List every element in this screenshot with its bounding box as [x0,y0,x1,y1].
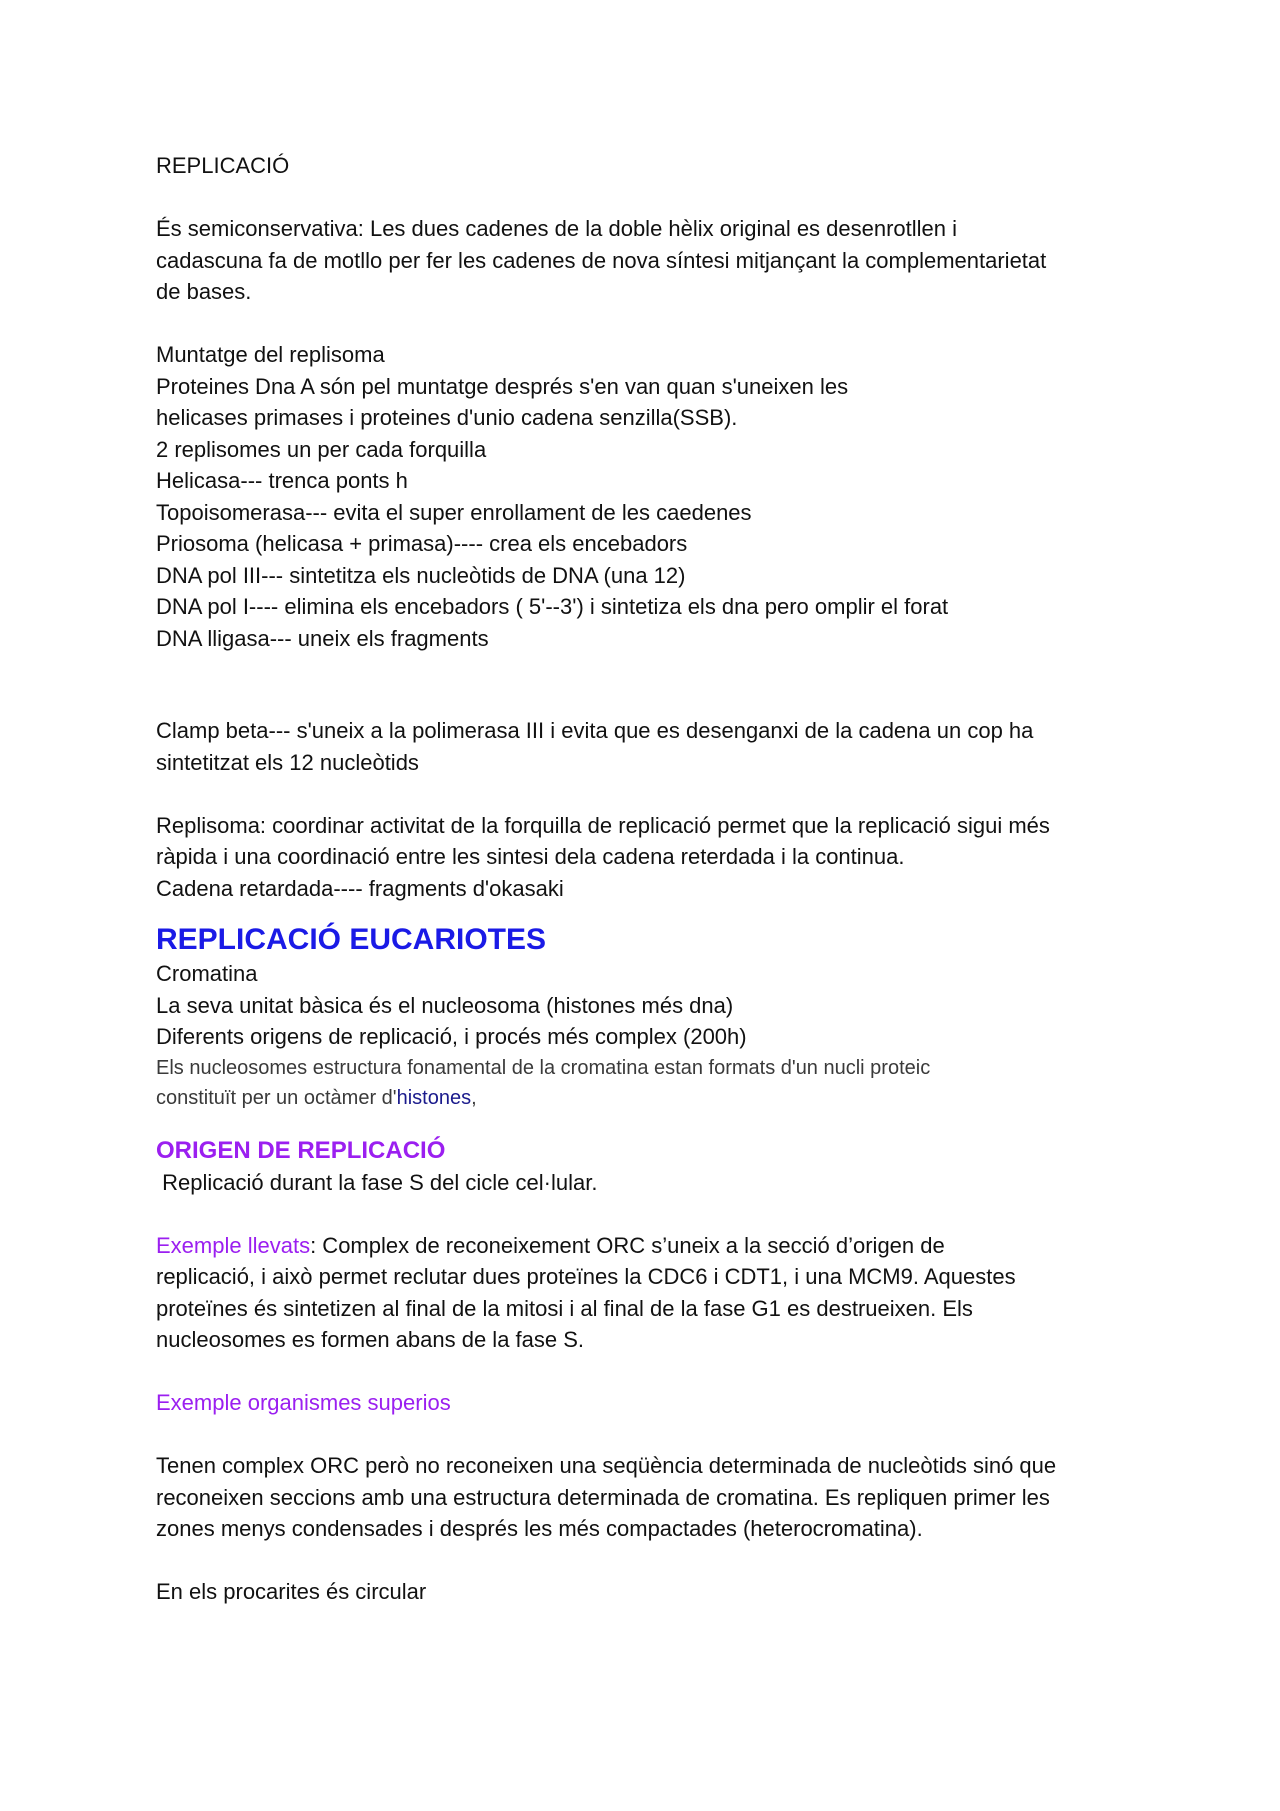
replisoma-line: helicases primases i proteines d'unio cadena senzilla(SSB). [156,405,738,430]
eucariotes-line: Diferents origens de replicació, i procés més complex (200h) [156,1024,747,1049]
llevats-label: Exemple llevats [156,1232,311,1258]
replisoma-line: Helicasa--- trenca ponts h [156,468,408,493]
replisoma-line: Priosoma (helicasa + primasa)---- crea els encebadors [156,531,688,556]
clamp-line: sintetitzat els 12 nucleòtids [156,749,419,775]
llevats-line: nucleosomes es formen abans de la fase S. [156,1327,585,1352]
replisoma-line: Muntatge del replisoma [156,342,385,367]
replisoma-coord-line: Cadena retardada---- fragments d'okasaki [156,875,564,901]
llevats-first-text: : Complex de reconeixement ORC s’uneix a la secció d’origen de [310,1232,945,1258]
llevats-line: replicació, i això permet reclutar dues proteïnes la CDC6 i CDT1, i una MCM9. Aquestes [156,1264,1016,1289]
clamp-line: Clamp beta--- s'uneix a la polimerasa III i evita que es desenganxi de la cadena un cop ha [156,718,1034,743]
procariotes-line: En els procarites és circular [156,1579,427,1604]
replisoma-coord-line: Replisoma: coordinar activitat de la forquilla de replicació permet que la replicació sigui més [156,812,1050,838]
intro-line: És semiconservativa: Les dues cadenes de la doble hèlix original es desenrotllen i [156,216,958,241]
nucleosome-suffix: , [471,1086,477,1109]
replisoma-line: DNA lligasa--- uneix els fragments [156,625,489,651]
histones-link[interactable]: histones [396,1086,472,1109]
origen-line: Replicació durant la fase S del cicle cel·lular. [156,1169,598,1195]
replisoma-line: DNA pol III--- sintetitza els nucleòtids de DNA (una 12) [156,562,686,588]
replisoma-coord-line: ràpida i una coordinació entre les sintesi dela cadena reterdada i la continua. [156,844,905,869]
document-page [156,150,1136,1608]
superiors-label: Exemple organismes superios [156,1390,451,1415]
superiors-line: Tenen complex ORC però no reconeixen una seqüència determinada de nucleòtids sinó que [156,1453,1057,1478]
superiors-line: zones menys condensades i després les més compactades (heterocromatina). [156,1516,923,1541]
replisoma-line: Proteines Dna A són pel muntatge després s'en van quan s'uneixen les [156,373,849,399]
replisoma-line: Topoisomerasa--- evita el super enrollament de les caedenes [156,499,752,525]
nucleosome-line-2 [156,1083,1136,1113]
origen-heading: ORIGEN DE REPLICACIÓ [156,1136,446,1164]
eucariotes-line: La seva unitat bàsica és el nucleosoma (histones més dna) [156,992,734,1018]
doc-title: REPLICACIÓ [156,153,290,178]
replisoma-line: DNA pol I---- elimina els encebadors ( 5'--3') i sintetiza els dna pero omplir el forat [156,594,949,619]
nucleosome-line: Els nucleosomes estructura fonamental de la cromatina estan formats d'un nucli proteic [156,1056,931,1079]
intro-line: de bases. [156,279,252,304]
nucleosome-prefix: constituït per un octàmer d' [156,1086,397,1109]
superiors-line: reconeixen seccions amb una estructura determinada de cromatina. Es repliquen primer les [156,1484,1050,1510]
intro-line: cadascuna fa de motllo per fer les cadenes de nova síntesi mitjançant la complementarietat [156,247,1047,273]
eucariotes-line: Cromatina [156,961,258,986]
replisoma-line: 2 replisomes un per cada forquilla [156,436,487,462]
llevats-line: proteïnes és sintetizen al final de la mitosi i al final de la fase G1 es destrueixen. Els [156,1295,973,1321]
llevats-first-line [156,1230,1136,1262]
eucariotes-heading: REPLICACIÓ EUCARIOTES [156,923,547,956]
